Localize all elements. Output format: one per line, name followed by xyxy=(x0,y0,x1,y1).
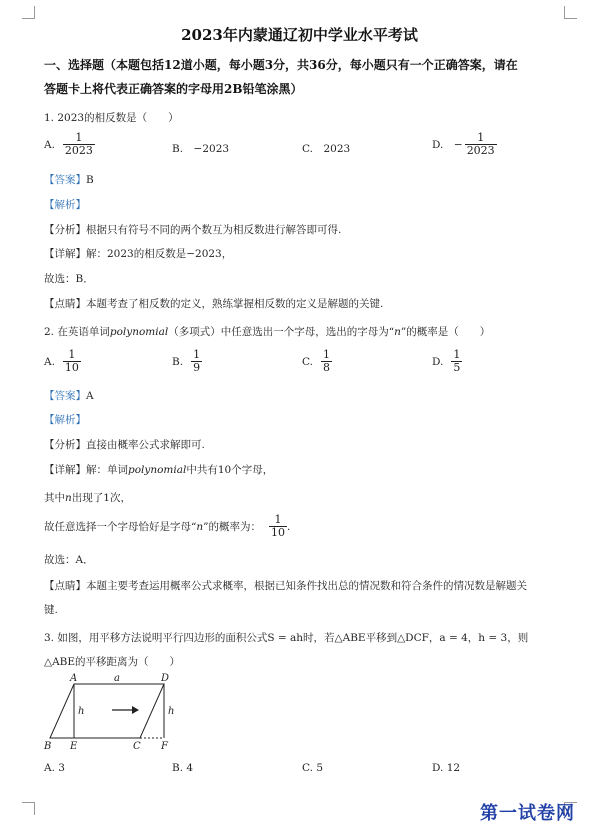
label-A: A xyxy=(70,673,78,684)
q1-fenxi: 【分析】根据只有符号不同的两个数互为相反数进行解答即可得. xyxy=(44,224,342,236)
page-title: 2023年内蒙通辽初中学业水平考试 xyxy=(181,26,418,44)
label-a: a xyxy=(114,673,120,684)
q1-choose: 故选：B． xyxy=(44,273,94,285)
q1-option-a-fraction: $\frac{1}{2023}$ xyxy=(64,131,93,157)
crop-mark-top-right xyxy=(564,6,577,19)
label-E: E xyxy=(70,741,78,752)
q2-comment-line1: 【点睛】本题主要考查运用概率公式求概率，根据已知条件找出总的情况数和符合条件的情况数是解题关 xyxy=(44,580,527,592)
label-D: D xyxy=(161,673,170,684)
crop-mark-bottom-left xyxy=(22,802,35,815)
q2-comment-line2: 键. xyxy=(44,604,58,616)
q1-stem: 1. 2023的相反数是（ ） xyxy=(44,112,179,124)
q3-stem-line2: △ABE的平移距离为（ ） xyxy=(44,656,181,668)
q1-analysis-label: 【解析】 xyxy=(44,199,86,211)
crop-mark-top-left xyxy=(22,6,35,19)
translation-arrow-head xyxy=(132,706,139,714)
q2-choose: 故选：A． xyxy=(44,554,94,566)
q2-word: polynomial xyxy=(109,326,169,338)
section-heading-line2: 答题卡上将代表正确答案的字母用2B铅笔涂黑） xyxy=(44,82,303,96)
q2-option-a[interactable]: A. $\frac{1}{10}$ xyxy=(44,348,79,374)
parallelogram-abcd xyxy=(50,684,164,738)
q3-option-d[interactable]: D. 12 xyxy=(432,762,461,774)
q1-option-d-fraction: $\frac{1}{2023}$ xyxy=(466,131,495,157)
q3-parallelogram-figure xyxy=(40,672,190,752)
q1-option-d[interactable]: D. − $\frac{1}{2023}$ xyxy=(432,131,495,157)
q3-stem-line1: 3. 如图，用平移方法说明平行四边形的面积公式S = ah时，若△ABE平移到△DCF，a = 4，h = 3，则 xyxy=(44,632,529,644)
q2-analysis-label: 【解析】 xyxy=(44,414,86,426)
q2-answer: 【答案】A xyxy=(44,390,94,402)
q3-option-c[interactable]: C. 5 xyxy=(302,762,324,774)
q1-comment: 【点睛】本题考查了相反数的定义，熟练掌握相反数的定义是解题的关键. xyxy=(44,298,384,310)
label-F: F xyxy=(161,741,168,752)
watermark-logo: 第一试卷网 xyxy=(480,803,575,824)
section-heading-line1: 一、选择题（本题包括12道小题，每小题3分，共36分，每小题只有一个正确答案，请在 xyxy=(44,58,518,72)
q2-option-b[interactable]: B. $\frac{1}{9}$ xyxy=(172,348,201,374)
label-B: B xyxy=(44,741,52,752)
label-C: C xyxy=(133,741,141,752)
q2-probability: 故任意选择一个字母恰好是字母“ n ”的概率为： $\frac{1}{10}$ . xyxy=(44,513,291,539)
q2-probability-fraction: $\frac{1}{10}$ xyxy=(271,513,286,539)
q1-stem-value: 2023 xyxy=(57,112,85,124)
q2-detail: 【详解】解：单词polynomial中共有10个字母， xyxy=(44,464,274,476)
q1-answer: 【答案】B xyxy=(44,174,94,186)
q1-option-c[interactable]: C. 2023 xyxy=(302,143,351,155)
q2-occurrence: 其中n出现了1次， xyxy=(44,492,131,504)
q2-option-d[interactable]: D. $\frac{1}{5}$ xyxy=(432,348,461,374)
q1-option-b[interactable]: B. −2023 xyxy=(172,143,230,155)
label-h-right: h xyxy=(168,706,175,717)
q2-stem: 2. 在英语单词polynomial（多项式）中任意选出一个字母，选出的字母为“n”的概率是（ ） xyxy=(44,326,491,338)
label-h-left: h xyxy=(78,706,85,717)
q3-option-a[interactable]: A. 3 xyxy=(44,762,65,774)
q2-fenxi: 【分析】直接由概率公式求解即可. xyxy=(44,439,205,451)
q1-detail: 【详解】解：2023的相反数是−2023， xyxy=(44,248,233,260)
q3-option-b[interactable]: B. 4 xyxy=(172,762,194,774)
q1-option-a[interactable]: A. $\frac{1}{2023}$ xyxy=(44,131,93,157)
q2-option-c[interactable]: C. $\frac{1}{8}$ xyxy=(302,348,330,374)
